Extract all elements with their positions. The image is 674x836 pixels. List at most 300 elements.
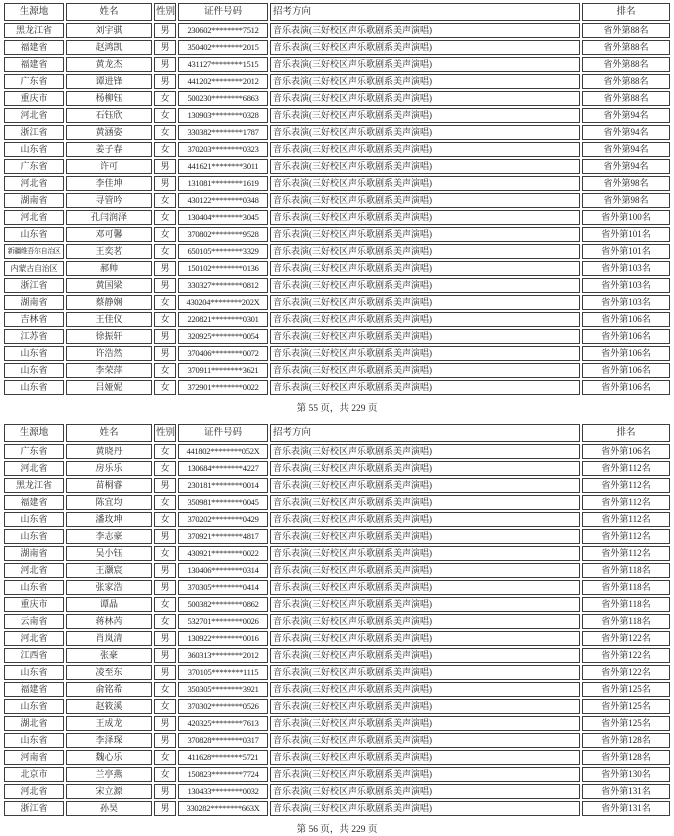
cell-rank: 省外第112名 xyxy=(582,529,670,544)
cell-name: 黄国梁 xyxy=(66,278,152,293)
cell-direction: 音乐表演(三好校区声乐歌剧系美声演唱) xyxy=(270,312,580,327)
table-row xyxy=(4,444,670,459)
cell-gender: 男 xyxy=(154,784,176,799)
table-row xyxy=(4,312,670,327)
table-row xyxy=(4,210,670,225)
cell-rank: 省外第106名 xyxy=(582,444,670,459)
cell-id-number: 411628********5721 xyxy=(178,750,268,765)
cell-name: 姜子春 xyxy=(66,142,152,157)
cell-gender: 女 xyxy=(154,244,176,259)
cell-origin: 河南省 xyxy=(4,750,64,765)
cell-id-number: 330282********663X xyxy=(178,801,268,816)
cell-origin: 湖南省 xyxy=(4,546,64,561)
cell-rank: 省外第106名 xyxy=(582,329,670,344)
cell-direction: 音乐表演(三好校区声乐歌剧系美声演唱) xyxy=(270,278,580,293)
cell-gender: 女 xyxy=(154,142,176,157)
cell-name: 王佳仪 xyxy=(66,312,152,327)
page-number-footer: 第 55 页，共 229 页 xyxy=(296,404,378,414)
cell-id-number: 350981********0045 xyxy=(178,495,268,510)
cell-direction: 音乐表演(三好校区声乐歌剧系美声演唱) xyxy=(270,461,580,476)
cell-rank: 省外第125名 xyxy=(582,716,670,731)
cell-name: 黄龙杰 xyxy=(66,57,152,72)
cell-id-number: 500382********0862 xyxy=(178,597,268,612)
cell-rank: 省外第118名 xyxy=(582,597,670,612)
cell-origin: 江苏省 xyxy=(4,329,64,344)
cell-name: 许浩然 xyxy=(66,346,152,361)
cell-origin: 山东省 xyxy=(4,227,64,242)
cell-name: 兰亭燕 xyxy=(66,767,152,782)
table-row xyxy=(4,227,670,242)
cell-rank: 省外第88名 xyxy=(582,40,670,55)
cell-name: 张家浩 xyxy=(66,580,152,595)
cell-gender: 男 xyxy=(154,57,176,72)
cell-id-number: 330382********1787 xyxy=(178,125,268,140)
cell-id-number: 360313********2012 xyxy=(178,648,268,663)
cell-id-number: 150823********7724 xyxy=(178,767,268,782)
cell-name: 张豪 xyxy=(66,648,152,663)
cell-name: 凌至东 xyxy=(66,665,152,680)
cell-id-number: 500230********6863 xyxy=(178,91,268,106)
cell-gender: 女 xyxy=(154,750,176,765)
table-row xyxy=(4,495,670,510)
table-row xyxy=(4,278,670,293)
cell-rank: 省外第122名 xyxy=(582,648,670,663)
cell-direction: 音乐表演(三好校区声乐歌剧系美声演唱) xyxy=(270,648,580,663)
cell-rank: 省外第122名 xyxy=(582,665,670,680)
cell-origin: 浙江省 xyxy=(4,278,64,293)
cell-origin: 湖北省 xyxy=(4,716,64,731)
cell-rank: 省外第101名 xyxy=(582,244,670,259)
cell-origin: 内蒙古自治区 xyxy=(4,261,64,276)
cell-name: 徐振轩 xyxy=(66,329,152,344)
cell-origin: 福建省 xyxy=(4,40,64,55)
table-row xyxy=(4,767,670,782)
cell-gender: 女 xyxy=(154,597,176,612)
cell-name: 吴小钰 xyxy=(66,546,152,561)
cell-origin: 广东省 xyxy=(4,74,64,89)
cell-origin: 河北省 xyxy=(4,784,64,799)
cell-rank: 省外第100名 xyxy=(582,210,670,225)
cell-id-number: 130404********3045 xyxy=(178,210,268,225)
cell-rank: 省外第125名 xyxy=(582,682,670,697)
cell-direction: 音乐表演(三好校区声乐歌剧系美声演唱) xyxy=(270,363,580,378)
table-row xyxy=(4,716,670,731)
cell-gender: 男 xyxy=(154,563,176,578)
cell-name: 王成龙 xyxy=(66,716,152,731)
cell-id-number: 441621********3011 xyxy=(178,159,268,174)
cell-id-number: 320925********0054 xyxy=(178,329,268,344)
cell-name: 陈宜均 xyxy=(66,495,152,510)
cell-gender: 女 xyxy=(154,295,176,310)
cell-origin: 山东省 xyxy=(4,699,64,714)
table-row xyxy=(4,563,670,578)
cell-gender: 女 xyxy=(154,699,176,714)
cell-origin: 福建省 xyxy=(4,57,64,72)
cell-origin: 广东省 xyxy=(4,159,64,174)
cell-gender: 女 xyxy=(154,363,176,378)
cell-name: 杨柳钰 xyxy=(66,91,152,106)
cell-rank: 省外第128名 xyxy=(582,750,670,765)
cell-id-number: 370203********0323 xyxy=(178,142,268,157)
cell-gender: 女 xyxy=(154,614,176,629)
cell-gender: 男 xyxy=(154,529,176,544)
table-row xyxy=(4,23,670,38)
cell-name: 蒋林芮 xyxy=(66,614,152,629)
table-row xyxy=(4,614,670,629)
cell-origin: 湖南省 xyxy=(4,295,64,310)
cell-id-number: 130903********0328 xyxy=(178,108,268,123)
cell-rank: 省外第106名 xyxy=(582,346,670,361)
cell-origin: 山东省 xyxy=(4,363,64,378)
admission-rank-table-page-55 xyxy=(2,1,672,397)
table-row xyxy=(4,546,670,561)
cell-direction: 音乐表演(三好校区声乐歌剧系美声演唱) xyxy=(270,478,580,493)
table-row xyxy=(4,142,670,157)
cell-name: 孙昊 xyxy=(66,801,152,816)
cell-id-number: 130684********4227 xyxy=(178,461,268,476)
cell-id-number: 650105********3329 xyxy=(178,244,268,259)
cell-name: 苗桐睿 xyxy=(66,478,152,493)
table-row xyxy=(4,529,670,544)
cell-rank: 省外第98名 xyxy=(582,193,670,208)
cell-gender: 女 xyxy=(154,193,176,208)
cell-direction: 音乐表演(三好校区声乐歌剧系美声演唱) xyxy=(270,159,580,174)
cell-gender: 男 xyxy=(154,346,176,361)
cell-gender: 男 xyxy=(154,631,176,646)
cell-origin: 山东省 xyxy=(4,512,64,527)
cell-gender: 男 xyxy=(154,329,176,344)
cell-origin: 山东省 xyxy=(4,346,64,361)
cell-direction: 音乐表演(三好校区声乐歌剧系美声演唱) xyxy=(270,716,580,731)
cell-name: 谭晶 xyxy=(66,597,152,612)
cell-origin: 河北省 xyxy=(4,176,64,191)
cell-direction: 音乐表演(三好校区声乐歌剧系美声演唱) xyxy=(270,74,580,89)
table-row xyxy=(4,597,670,612)
cell-name: 宋立源 xyxy=(66,784,152,799)
cell-gender: 男 xyxy=(154,23,176,38)
cell-direction: 音乐表演(三好校区声乐歌剧系美声演唱) xyxy=(270,125,580,140)
cell-direction: 音乐表演(三好校区声乐歌剧系美声演唱) xyxy=(270,546,580,561)
table-header xyxy=(4,424,670,442)
table-row xyxy=(4,580,670,595)
table-row xyxy=(4,57,670,72)
cell-id-number: 370302********0526 xyxy=(178,699,268,714)
cell-name: 吕娅妮 xyxy=(66,380,152,395)
cell-rank: 省外第106名 xyxy=(582,380,670,395)
cell-gender: 女 xyxy=(154,108,176,123)
table-body xyxy=(4,444,670,816)
cell-id-number: 230181********0014 xyxy=(178,478,268,493)
cell-id-number: 370911********3621 xyxy=(178,363,268,378)
cell-gender: 男 xyxy=(154,278,176,293)
cell-rank: 省外第94名 xyxy=(582,108,670,123)
cell-direction: 音乐表演(三好校区声乐歌剧系美声演唱) xyxy=(270,380,580,395)
cell-name: 郝帅 xyxy=(66,261,152,276)
column-header-id-number: 证件号码 xyxy=(178,3,268,21)
cell-gender: 男 xyxy=(154,176,176,191)
cell-name: 王灏宸 xyxy=(66,563,152,578)
cell-origin: 河北省 xyxy=(4,631,64,646)
table-row xyxy=(4,74,670,89)
cell-direction: 音乐表演(三好校区声乐歌剧系美声演唱) xyxy=(270,346,580,361)
table-row xyxy=(4,699,670,714)
cell-rank: 省外第98名 xyxy=(582,176,670,191)
table-row xyxy=(4,733,670,748)
cell-origin: 黑龙江省 xyxy=(4,23,64,38)
table-row xyxy=(4,125,670,140)
cell-rank: 省外第122名 xyxy=(582,631,670,646)
cell-id-number: 370305********0414 xyxy=(178,580,268,595)
cell-rank: 省外第106名 xyxy=(582,312,670,327)
cell-rank: 省外第88名 xyxy=(582,57,670,72)
cell-origin: 吉林省 xyxy=(4,312,64,327)
cell-rank: 省外第112名 xyxy=(582,512,670,527)
table-row xyxy=(4,784,670,799)
admission-rank-table-page-56 xyxy=(2,422,672,818)
table-row xyxy=(4,108,670,123)
cell-direction: 音乐表演(三好校区声乐歌剧系美声演唱) xyxy=(270,767,580,782)
cell-id-number: 220821********0301 xyxy=(178,312,268,327)
cell-rank: 省外第103名 xyxy=(582,278,670,293)
cell-direction: 音乐表演(三好校区声乐歌剧系美声演唱) xyxy=(270,495,580,510)
cell-id-number: 370921********4817 xyxy=(178,529,268,544)
table-row xyxy=(4,478,670,493)
cell-name: 李荣萍 xyxy=(66,363,152,378)
table-row xyxy=(4,512,670,527)
cell-rank: 省外第118名 xyxy=(582,563,670,578)
cell-gender: 女 xyxy=(154,380,176,395)
cell-gender: 男 xyxy=(154,580,176,595)
cell-id-number: 431127********1515 xyxy=(178,57,268,72)
cell-id-number: 230602********7512 xyxy=(178,23,268,38)
header-row xyxy=(4,424,670,442)
cell-gender: 女 xyxy=(154,227,176,242)
cell-direction: 音乐表演(三好校区声乐歌剧系美声演唱) xyxy=(270,614,580,629)
cell-id-number: 430204********202X xyxy=(178,295,268,310)
cell-name: 房乐乐 xyxy=(66,461,152,476)
cell-id-number: 130922********0016 xyxy=(178,631,268,646)
column-header-name: 姓名 xyxy=(66,3,152,21)
cell-gender: 男 xyxy=(154,648,176,663)
cell-rank: 省外第94名 xyxy=(582,142,670,157)
cell-origin: 重庆市 xyxy=(4,91,64,106)
cell-origin: 河北省 xyxy=(4,210,64,225)
cell-gender: 女 xyxy=(154,546,176,561)
cell-id-number: 131081********1619 xyxy=(178,176,268,191)
cell-direction: 音乐表演(三好校区声乐歌剧系美声演唱) xyxy=(270,244,580,259)
cell-id-number: 350305********3921 xyxy=(178,682,268,697)
table-row xyxy=(4,159,670,174)
cell-gender: 男 xyxy=(154,801,176,816)
cell-direction: 音乐表演(三好校区声乐歌剧系美声演唱) xyxy=(270,295,580,310)
cell-name: 黄涵姿 xyxy=(66,125,152,140)
cell-name: 孔闫润泽 xyxy=(66,210,152,225)
cell-origin: 河北省 xyxy=(4,461,64,476)
cell-origin: 浙江省 xyxy=(4,801,64,816)
cell-id-number: 370802********9528 xyxy=(178,227,268,242)
cell-rank: 省外第112名 xyxy=(582,546,670,561)
table-row xyxy=(4,750,670,765)
cell-name: 魏心乐 xyxy=(66,750,152,765)
table-row xyxy=(4,193,670,208)
cell-direction: 音乐表演(三好校区声乐歌剧系美声演唱) xyxy=(270,699,580,714)
cell-gender: 男 xyxy=(154,716,176,731)
table-row xyxy=(4,346,670,361)
cell-gender: 女 xyxy=(154,125,176,140)
table-row xyxy=(4,91,670,106)
cell-gender: 男 xyxy=(154,665,176,680)
cell-direction: 音乐表演(三好校区声乐歌剧系美声演唱) xyxy=(270,529,580,544)
cell-direction: 音乐表演(三好校区声乐歌剧系美声演唱) xyxy=(270,444,580,459)
cell-name: 潘玫坤 xyxy=(66,512,152,527)
cell-origin: 北京市 xyxy=(4,767,64,782)
cell-direction: 音乐表演(三好校区声乐歌剧系美声演唱) xyxy=(270,801,580,816)
table-body xyxy=(4,23,670,395)
cell-origin: 山东省 xyxy=(4,580,64,595)
cell-rank: 省外第131名 xyxy=(582,784,670,799)
cell-id-number: 532701********0026 xyxy=(178,614,268,629)
table-row xyxy=(4,801,670,816)
cell-rank: 省外第128名 xyxy=(582,733,670,748)
cell-direction: 音乐表演(三好校区声乐歌剧系美声演唱) xyxy=(270,40,580,55)
cell-rank: 省外第118名 xyxy=(582,614,670,629)
cell-name: 李佳坤 xyxy=(66,176,152,191)
column-header-rank: 排名 xyxy=(582,424,670,442)
cell-id-number: 430122********0348 xyxy=(178,193,268,208)
table-row xyxy=(4,648,670,663)
cell-origin: 湖南省 xyxy=(4,193,64,208)
table-row xyxy=(4,631,670,646)
cell-gender: 女 xyxy=(154,495,176,510)
cell-id-number: 350402********2015 xyxy=(178,40,268,55)
cell-rank: 省外第88名 xyxy=(582,91,670,106)
cell-direction: 音乐表演(三好校区声乐歌剧系美声演唱) xyxy=(270,108,580,123)
cell-id-number: 130406********0314 xyxy=(178,563,268,578)
cell-gender: 男 xyxy=(154,40,176,55)
cell-direction: 音乐表演(三好校区声乐歌剧系美声演唱) xyxy=(270,227,580,242)
header-row xyxy=(4,3,670,21)
cell-direction: 音乐表演(三好校区声乐歌剧系美声演唱) xyxy=(270,23,580,38)
cell-origin: 山东省 xyxy=(4,733,64,748)
column-header-rank: 排名 xyxy=(582,3,670,21)
cell-origin: 福建省 xyxy=(4,682,64,697)
cell-origin: 浙江省 xyxy=(4,125,64,140)
cell-gender: 男 xyxy=(154,74,176,89)
column-header-origin: 生源地 xyxy=(4,3,64,21)
cell-id-number: 441202********2012 xyxy=(178,74,268,89)
cell-rank: 省外第103名 xyxy=(582,295,670,310)
cell-direction: 音乐表演(三好校区声乐歌剧系美声演唱) xyxy=(270,512,580,527)
cell-gender: 男 xyxy=(154,261,176,276)
column-header-origin: 生源地 xyxy=(4,424,64,442)
cell-direction: 音乐表演(三好校区声乐歌剧系美声演唱) xyxy=(270,665,580,680)
table-row xyxy=(4,40,670,55)
cell-name: 许可 xyxy=(66,159,152,174)
table-row xyxy=(4,244,670,259)
cell-rank: 省外第118名 xyxy=(582,580,670,595)
cell-name: 王奕茗 xyxy=(66,244,152,259)
cell-rank: 省外第101名 xyxy=(582,227,670,242)
cell-rank: 省外第131名 xyxy=(582,801,670,816)
cell-origin: 河北省 xyxy=(4,108,64,123)
cell-origin: 新疆维吾尔自治区 xyxy=(4,244,64,259)
cell-direction: 音乐表演(三好校区声乐歌剧系美声演唱) xyxy=(270,329,580,344)
cell-rank: 省外第112名 xyxy=(582,461,670,476)
cell-id-number: 130433********0032 xyxy=(178,784,268,799)
cell-id-number: 370105********1115 xyxy=(178,665,268,680)
table-row xyxy=(4,461,670,476)
cell-origin: 福建省 xyxy=(4,495,64,510)
cell-rank: 省外第88名 xyxy=(582,74,670,89)
cell-direction: 音乐表演(三好校区声乐歌剧系美声演唱) xyxy=(270,176,580,191)
cell-direction: 音乐表演(三好校区声乐歌剧系美声演唱) xyxy=(270,261,580,276)
table-row xyxy=(4,261,670,276)
cell-direction: 音乐表演(三好校区声乐歌剧系美声演唱) xyxy=(270,210,580,225)
cell-direction: 音乐表演(三好校区声乐歌剧系美声演唱) xyxy=(270,682,580,697)
cell-name: 肖岚清 xyxy=(66,631,152,646)
cell-id-number: 370202********0429 xyxy=(178,512,268,527)
cell-direction: 音乐表演(三好校区声乐歌剧系美声演唱) xyxy=(270,580,580,595)
cell-gender: 女 xyxy=(154,91,176,106)
cell-origin: 山东省 xyxy=(4,380,64,395)
cell-id-number: 150102********0136 xyxy=(178,261,268,276)
cell-id-number: 370406********0072 xyxy=(178,346,268,361)
cell-rank: 省外第88名 xyxy=(582,23,670,38)
cell-name: 赵鸿凯 xyxy=(66,40,152,55)
cell-id-number: 420325********7613 xyxy=(178,716,268,731)
cell-name: 寻管吟 xyxy=(66,193,152,208)
cell-origin: 山东省 xyxy=(4,142,64,157)
cell-name: 李泽琛 xyxy=(66,733,152,748)
cell-direction: 音乐表演(三好校区声乐歌剧系美声演唱) xyxy=(270,784,580,799)
cell-direction: 音乐表演(三好校区声乐歌剧系美声演唱) xyxy=(270,57,580,72)
cell-rank: 省外第103名 xyxy=(582,261,670,276)
cell-rank: 省外第94名 xyxy=(582,125,670,140)
cell-rank: 省外第112名 xyxy=(582,478,670,493)
column-header-gender: 性别 xyxy=(154,424,176,442)
cell-name: 石钰欣 xyxy=(66,108,152,123)
cell-origin: 江西省 xyxy=(4,648,64,663)
column-header-id-number: 证件号码 xyxy=(178,424,268,442)
cell-origin: 河北省 xyxy=(4,563,64,578)
cell-rank: 省外第125名 xyxy=(582,699,670,714)
cell-gender: 女 xyxy=(154,512,176,527)
cell-direction: 音乐表演(三好校区声乐歌剧系美声演唱) xyxy=(270,193,580,208)
table-header xyxy=(4,3,670,21)
cell-origin: 广东省 xyxy=(4,444,64,459)
cell-id-number: 430921********0022 xyxy=(178,546,268,561)
cell-name: 黄晓丹 xyxy=(66,444,152,459)
cell-gender: 女 xyxy=(154,461,176,476)
cell-gender: 男 xyxy=(154,478,176,493)
cell-rank: 省外第130名 xyxy=(582,767,670,782)
cell-rank: 省外第106名 xyxy=(582,363,670,378)
cell-gender: 女 xyxy=(154,444,176,459)
column-header-direction: 招考方向 xyxy=(270,424,580,442)
cell-id-number: 330327********0812 xyxy=(178,278,268,293)
column-header-gender: 性别 xyxy=(154,3,176,21)
cell-direction: 音乐表演(三好校区声乐歌剧系美声演唱) xyxy=(270,597,580,612)
cell-id-number: 441802********052X xyxy=(178,444,268,459)
table-row xyxy=(4,665,670,680)
cell-gender: 男 xyxy=(154,733,176,748)
cell-name: 刘宇骐 xyxy=(66,23,152,38)
cell-origin: 山东省 xyxy=(4,529,64,544)
column-header-name: 姓名 xyxy=(66,424,152,442)
table-row xyxy=(4,363,670,378)
cell-name: 李志豪 xyxy=(66,529,152,544)
cell-name: 赵筱溪 xyxy=(66,699,152,714)
